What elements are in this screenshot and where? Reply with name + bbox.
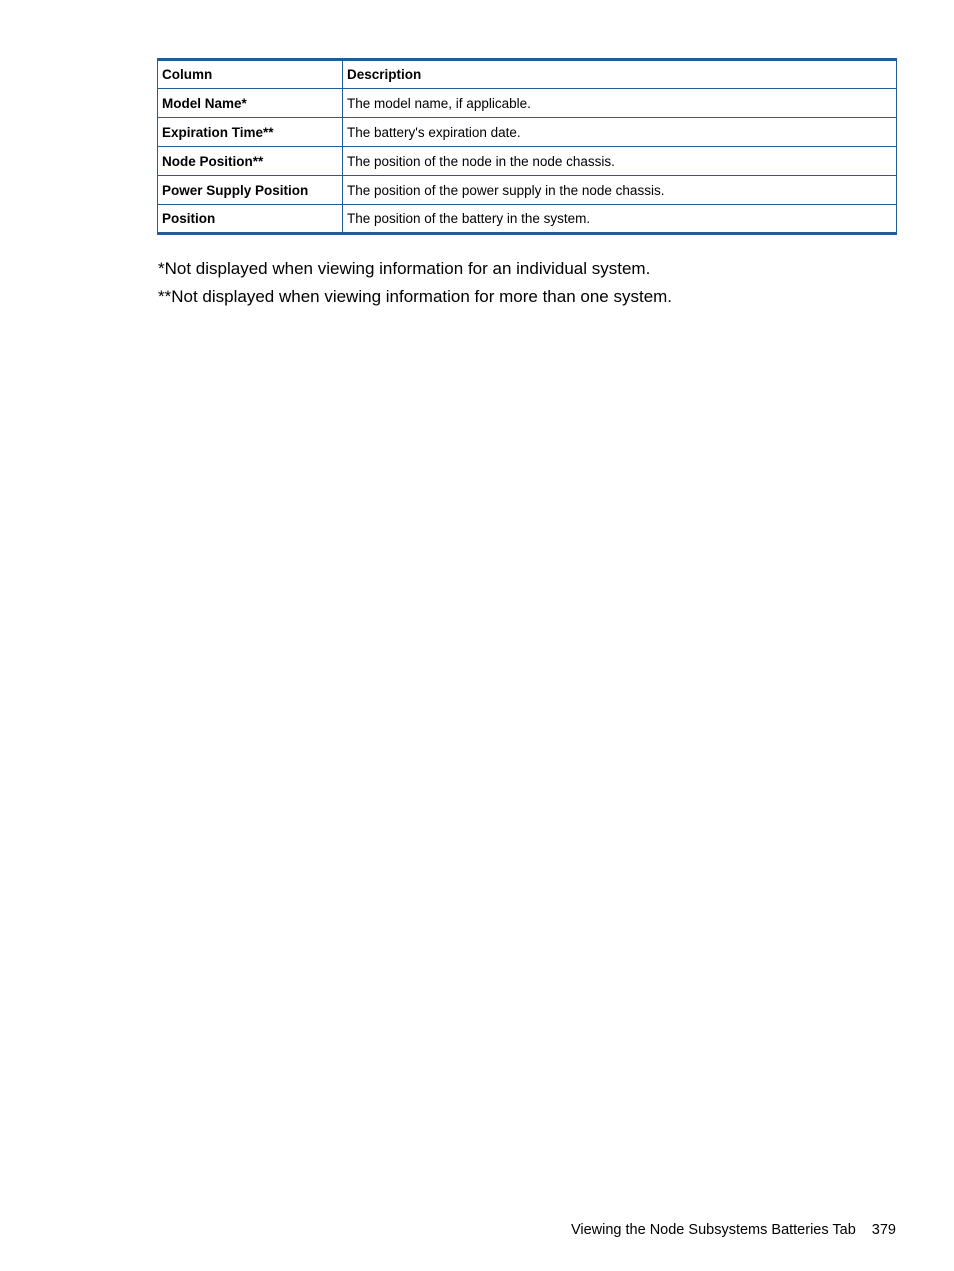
table-row bbox=[158, 147, 897, 176]
table-cell-column: Model Name* bbox=[158, 89, 343, 118]
footnote-double-asterisk: **Not displayed when viewing information for more than one system. bbox=[158, 287, 673, 306]
table-cell-description: The battery's expiration date. bbox=[343, 118, 897, 147]
table-row bbox=[158, 89, 897, 118]
table-cell-column: Expiration Time** bbox=[158, 118, 343, 147]
table-header-row bbox=[158, 60, 897, 89]
table-cell-column: Power Supply Position bbox=[158, 176, 343, 205]
footer-section-title: Viewing the Node Subsystems Batteries Tab bbox=[570, 1222, 856, 1238]
table-cell-description: The position of the power supply in the node chassis. bbox=[343, 176, 897, 205]
footnote-single-asterisk: *Not displayed when viewing information for an individual system. bbox=[158, 259, 651, 278]
table-cell-column: Node Position** bbox=[158, 147, 343, 176]
table-row bbox=[158, 205, 897, 234]
column-header: Column bbox=[158, 60, 343, 89]
table-row bbox=[158, 118, 897, 147]
table-cell-description: The position of the node in the node chassis. bbox=[343, 147, 897, 176]
table-header bbox=[158, 60, 897, 89]
table-row bbox=[158, 176, 897, 205]
column-description-table bbox=[157, 58, 897, 235]
table-body bbox=[158, 89, 897, 234]
table-cell-description: The model name, if applicable. bbox=[343, 89, 897, 118]
table-cell-column: Position bbox=[158, 205, 343, 234]
footer-page-number: 379 bbox=[871, 1222, 896, 1238]
page-footer bbox=[571, 1222, 896, 1238]
description-header: Description bbox=[343, 60, 897, 89]
table-cell-description: The position of the battery in the system. bbox=[343, 205, 897, 234]
